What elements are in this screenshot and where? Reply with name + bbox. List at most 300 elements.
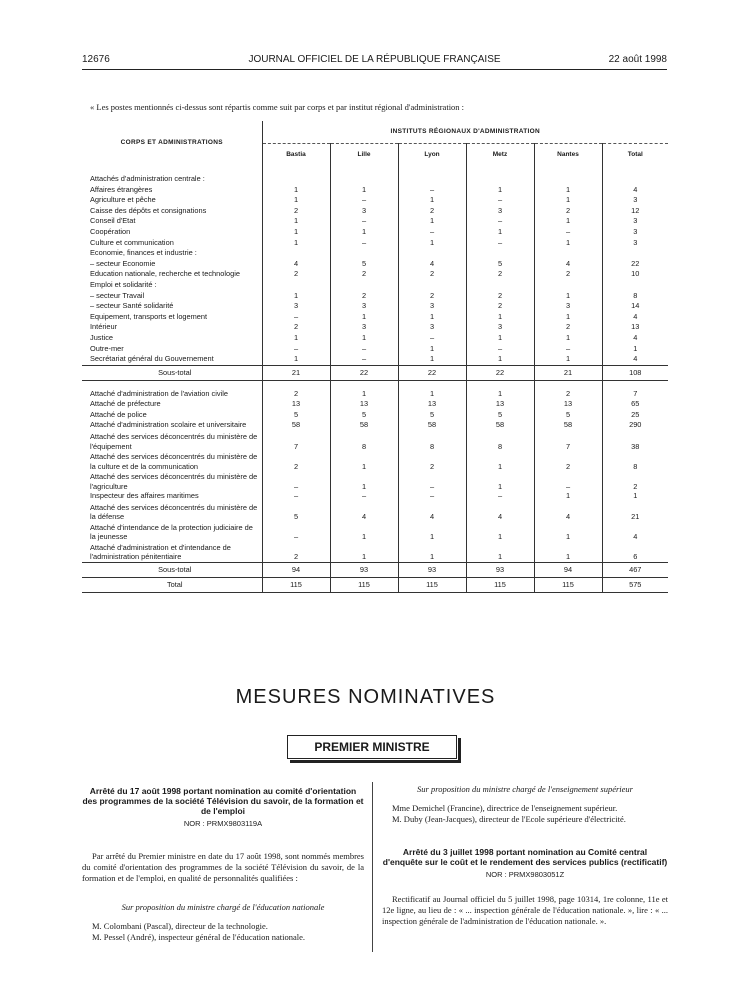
table-row	[82, 471, 668, 491]
cell-value: 1	[330, 471, 398, 491]
cell-value: 2	[262, 451, 330, 471]
table-row	[82, 206, 668, 217]
cell-value	[466, 248, 534, 259]
cell-value: 2	[330, 269, 398, 280]
cell-value	[602, 248, 668, 259]
cell-value	[330, 174, 398, 185]
cell-value: 1	[330, 333, 398, 344]
cell-value	[466, 174, 534, 185]
cell-value: 2	[534, 451, 602, 471]
row-label: – secteur Santé solidarité	[90, 301, 174, 311]
table-row	[82, 166, 668, 174]
table-row	[82, 502, 668, 522]
cell-value: 3	[330, 322, 398, 333]
row-label: Equipement, transports et logement	[90, 311, 208, 321]
row-label: Attaché de police	[90, 409, 147, 419]
cell-value	[398, 380, 466, 389]
cell-value: 21	[262, 365, 330, 380]
cell-value: 1	[466, 333, 534, 344]
table-row	[82, 227, 668, 238]
cell-value: 2	[534, 206, 602, 217]
cell-value: 2	[466, 291, 534, 302]
cell-value: 1	[330, 542, 398, 563]
cell-value: –	[534, 344, 602, 355]
cell-value: 1	[398, 389, 466, 400]
cell-value: 467	[602, 562, 668, 577]
cell-value: 1	[330, 451, 398, 471]
cell-value: 94	[534, 562, 602, 577]
table-row	[82, 410, 668, 421]
cell-value	[602, 174, 668, 185]
row-label: Intérieur	[90, 322, 118, 332]
intro-text: « Les postes mentionnés ci-dessus sont répartis comme suit par corps et par institut régional d'administration :	[90, 102, 465, 112]
cell-value: 4	[534, 502, 602, 522]
cell-value: 1	[398, 354, 466, 365]
row-label: Emploi et solidarité :	[90, 279, 157, 289]
cell-value: –	[262, 471, 330, 491]
row-label: Total	[82, 577, 262, 592]
left-body: Par arrêté du Premier ministre en date du 17 août 1998, sont nommés membres du comité d'orientation des programmes de la société Télévision du savoir, de la formation et de l'emploi, en qualité de personnalités qualifiées :	[82, 851, 364, 883]
table-row	[82, 451, 668, 471]
cell-value: 1	[262, 354, 330, 365]
table-row	[82, 312, 668, 323]
cell-value: 93	[398, 562, 466, 577]
cell-value: 4	[262, 259, 330, 270]
cell-value: 2	[466, 269, 534, 280]
cell-value: 2	[398, 269, 466, 280]
cell-value: –	[534, 227, 602, 238]
cell-value: 3	[398, 322, 466, 333]
cell-value	[466, 166, 534, 174]
cell-value: –	[262, 344, 330, 355]
column-divider	[372, 782, 373, 952]
cell-value: 7	[262, 431, 330, 451]
cell-value: 1	[398, 522, 466, 542]
table-row	[82, 522, 668, 542]
cell-value: 8	[602, 291, 668, 302]
row-label	[82, 380, 262, 389]
cell-value	[262, 166, 330, 174]
cell-value: 1	[534, 185, 602, 196]
cell-value: 5	[262, 502, 330, 522]
cell-value: 1	[398, 195, 466, 206]
cell-value: 58	[398, 420, 466, 431]
cell-value: 7	[602, 389, 668, 400]
cell-value: –	[398, 227, 466, 238]
header-rule	[82, 69, 667, 70]
cell-value: 5	[466, 259, 534, 270]
right-name-1: Mme Demichel (Francine), directrice de l'enseignement supérieur.	[392, 803, 618, 813]
cell-value: 1	[262, 216, 330, 227]
table-row	[82, 174, 668, 185]
cell-value: 10	[602, 269, 668, 280]
cell-value: –	[466, 238, 534, 249]
cell-value: 2	[398, 451, 466, 471]
cell-value	[602, 166, 668, 174]
corps-header: CORPS ET ADMINISTRATIONS	[120, 139, 223, 147]
row-label: Conseil d'Etat	[90, 216, 136, 226]
cell-value	[534, 248, 602, 259]
left-name-1: M. Colombani (Pascal), directeur de la technologie.	[92, 921, 268, 931]
issue-date: 22 août 1998	[608, 54, 667, 65]
row-label: Culture et communication	[90, 237, 174, 247]
column-header: Lyon	[398, 144, 466, 167]
cell-value: –	[534, 471, 602, 491]
cell-value: –	[330, 344, 398, 355]
cell-value	[262, 380, 330, 389]
table-row	[82, 280, 668, 291]
cell-value: 1	[398, 238, 466, 249]
cell-value: –	[330, 216, 398, 227]
cell-value: 1	[534, 238, 602, 249]
cell-value: –	[466, 491, 534, 502]
cell-value: 3	[262, 301, 330, 312]
cell-value: 6	[602, 542, 668, 563]
cell-value	[262, 174, 330, 185]
cell-value: 4	[602, 354, 668, 365]
cell-value: 8	[398, 431, 466, 451]
column-header: Bastia	[262, 144, 330, 167]
cell-value: 2	[262, 206, 330, 217]
cell-value: 4	[398, 259, 466, 270]
cell-value: 4	[602, 522, 668, 542]
cell-value: 1	[534, 216, 602, 227]
table-row	[82, 195, 668, 206]
table-row	[82, 389, 668, 400]
cell-value: 2	[262, 389, 330, 400]
table-row	[82, 291, 668, 302]
cell-value: 5	[330, 259, 398, 270]
row-label: – secteur Economie	[90, 258, 156, 268]
cell-value: 12	[602, 206, 668, 217]
cell-value: 2	[262, 542, 330, 563]
cell-value: 1	[466, 542, 534, 563]
right-nor: NOR : PRMX9803051Z	[485, 870, 565, 879]
table-row	[82, 542, 668, 563]
cell-value: 2	[262, 269, 330, 280]
table-row	[82, 216, 668, 227]
table-row	[82, 185, 668, 196]
right-proposition: Sur proposition du ministre chargé de l'enseignement supérieur	[417, 784, 633, 794]
cell-value: 8	[602, 451, 668, 471]
cell-value: 2	[534, 322, 602, 333]
row-label: Attaché d'administration de l'aviation civile	[90, 388, 228, 398]
cell-value: 115	[330, 577, 398, 592]
cell-value: 21	[534, 365, 602, 380]
row-label: Attaché d'administration scolaire et universitaire	[90, 420, 247, 430]
left-column	[82, 786, 364, 943]
row-label: Attaché des services déconcentrés du ministère de la culture et de la communication	[90, 452, 258, 471]
table-row	[82, 269, 668, 280]
cell-value: 58	[466, 420, 534, 431]
table-row	[82, 431, 668, 451]
cell-value	[534, 174, 602, 185]
cell-value: 21	[602, 502, 668, 522]
cell-value: 4	[398, 502, 466, 522]
cell-value: 1	[534, 312, 602, 323]
cell-value: 1	[330, 185, 398, 196]
cell-value	[330, 248, 398, 259]
cell-value: 65	[602, 399, 668, 410]
cell-value: 13	[330, 399, 398, 410]
cell-value	[602, 280, 668, 291]
left-name-2: M. Pessel (André), inspecteur général de l'éducation nationale.	[92, 932, 306, 942]
cell-value: –	[398, 333, 466, 344]
cell-value: 108	[602, 365, 668, 380]
cell-value: 58	[534, 420, 602, 431]
column-header: Total	[602, 144, 668, 167]
cell-value: 8	[466, 431, 534, 451]
table-row	[82, 380, 668, 389]
cell-value	[534, 280, 602, 291]
cell-value: 3	[466, 206, 534, 217]
row-label: Attaché de préfecture	[90, 399, 161, 409]
cell-value: 1	[330, 522, 398, 542]
cell-value: 2	[534, 389, 602, 400]
cell-value: 1	[534, 354, 602, 365]
row-label	[82, 166, 262, 174]
cell-value: 2	[466, 301, 534, 312]
row-label: Attaché des services déconcentrés du ministère de l'équipement	[90, 432, 258, 451]
cell-value: 115	[466, 577, 534, 592]
cell-value: 5	[262, 410, 330, 421]
cell-value: –	[466, 195, 534, 206]
cell-value	[466, 280, 534, 291]
cell-value: 93	[330, 562, 398, 577]
cell-value: 94	[262, 562, 330, 577]
cell-value: –	[398, 491, 466, 502]
cell-value	[398, 248, 466, 259]
table-row	[82, 420, 668, 431]
cell-value: 3	[602, 238, 668, 249]
cell-value: –	[398, 471, 466, 491]
right-article-title: Arrêté du 3 juillet 1998 portant nomination au Comité central d'enquête sur le coût et le rendement des services publics (rectificatif)	[382, 847, 668, 867]
left-article-title: Arrêté du 17 août 1998 portant nomination au comité d'orientation des programmes de la société Télévision du savoir, de la formation et de l'emploi	[82, 786, 364, 816]
cell-value: 1	[466, 312, 534, 323]
cell-value: 38	[602, 431, 668, 451]
cell-value	[534, 380, 602, 389]
cell-value	[262, 248, 330, 259]
table-row	[82, 491, 668, 502]
cell-value	[398, 174, 466, 185]
row-label: Inspecteur des affaires maritimes	[90, 491, 199, 501]
cell-value	[262, 280, 330, 291]
cell-value: –	[330, 491, 398, 502]
cell-value: 4	[602, 312, 668, 323]
cell-value: 5	[330, 410, 398, 421]
cell-value: 1	[330, 227, 398, 238]
cell-value: 290	[602, 420, 668, 431]
cell-value	[330, 380, 398, 389]
column-header: Metz	[466, 144, 534, 167]
cell-value: 7	[534, 431, 602, 451]
cell-value: –	[330, 238, 398, 249]
cell-value: –	[398, 185, 466, 196]
cell-value: 1	[262, 238, 330, 249]
cell-value: 1	[262, 195, 330, 206]
cell-value	[602, 380, 668, 389]
cell-value: 1	[330, 389, 398, 400]
cell-value: 2	[398, 291, 466, 302]
cell-value: 1	[262, 333, 330, 344]
cell-value: 1	[262, 227, 330, 238]
cell-value: 2	[398, 206, 466, 217]
group-header: INSTITUTS RÉGIONAUX D'ADMINISTRATION	[262, 121, 668, 144]
subtotal-row	[82, 562, 668, 577]
posts-table	[82, 121, 668, 593]
row-label: Agriculture et pêche	[90, 195, 156, 205]
cell-value: 3	[602, 216, 668, 227]
cell-value: –	[330, 354, 398, 365]
cell-value	[398, 166, 466, 174]
cell-value: 1	[534, 291, 602, 302]
cell-value	[534, 166, 602, 174]
cell-value	[398, 280, 466, 291]
cell-value: 1	[398, 542, 466, 563]
row-label: Outre-mer	[90, 343, 124, 353]
cell-value: 2	[534, 269, 602, 280]
cell-value: 58	[330, 420, 398, 431]
cell-value: 22	[466, 365, 534, 380]
cell-value: 93	[466, 562, 534, 577]
row-label: Secrétariat général du Gouvernement	[90, 354, 214, 364]
cell-value: 5	[534, 410, 602, 421]
table-row	[82, 322, 668, 333]
mesures-title: MESURES NOMINATIVES	[235, 686, 496, 708]
cell-value: 3	[398, 301, 466, 312]
cell-value: 1	[602, 491, 668, 502]
row-label: Attachés d'administration centrale :	[90, 174, 205, 183]
cell-value: –	[262, 491, 330, 502]
cell-value: 1	[534, 491, 602, 502]
row-label: Caisse des dépôts et consignations	[90, 205, 207, 215]
row-label: Attaché d'intendance de la protection judiciaire de la jeunesse	[90, 522, 253, 542]
cell-value: 3	[330, 301, 398, 312]
cell-value: 1	[534, 333, 602, 344]
cell-value: –	[262, 522, 330, 542]
right-name-2: M. Duby (Jean-Jacques), directeur de l'Ecole supérieure d'électricité.	[392, 814, 626, 824]
cell-value	[466, 380, 534, 389]
table-row	[82, 238, 668, 249]
cell-value: –	[262, 312, 330, 323]
cell-value: 5	[466, 410, 534, 421]
cell-value: 1	[466, 451, 534, 471]
cell-value: 14	[602, 301, 668, 312]
cell-value: 1	[262, 185, 330, 196]
row-label: Sous-total	[82, 365, 262, 380]
cell-value: 3	[602, 195, 668, 206]
column-header: Lille	[330, 144, 398, 167]
row-label: – secteur Travail	[90, 290, 145, 300]
cell-value: –	[330, 195, 398, 206]
cell-value: 22	[602, 259, 668, 270]
subtotal-row	[82, 365, 668, 380]
cell-value: 1	[466, 354, 534, 365]
table-row	[82, 399, 668, 410]
section-box: PREMIER MINISTRE	[287, 735, 457, 759]
cell-value: 1	[466, 389, 534, 400]
cell-value: 1	[534, 542, 602, 563]
running-header	[82, 54, 667, 70]
row-label: Affaires étrangères	[90, 184, 153, 194]
row-label: Economie, finances et industrie :	[90, 248, 197, 258]
row-label: Attaché des services déconcentrés du ministère de l'agriculture	[90, 472, 258, 491]
row-label: Education nationale, recherche et technologie	[90, 269, 240, 279]
cell-value: 13	[466, 399, 534, 410]
cell-value: 5	[398, 410, 466, 421]
cell-value: 575	[602, 577, 668, 592]
subtotal-row	[82, 577, 668, 592]
cell-value: 4	[466, 502, 534, 522]
cell-value: –	[466, 344, 534, 355]
row-label: Attaché des services déconcentrés du ministère de la défense	[90, 502, 258, 522]
cell-value: 1	[466, 185, 534, 196]
cell-value: 2	[262, 322, 330, 333]
cell-value: 4	[330, 502, 398, 522]
cell-value: 1	[398, 216, 466, 227]
cell-value: 22	[330, 365, 398, 380]
table-row	[82, 344, 668, 355]
table-row	[82, 259, 668, 270]
cell-value: 58	[262, 420, 330, 431]
table-row	[82, 354, 668, 365]
right-body: Rectificatif au Journal officiel du 5 juillet 1998, page 10314, 1re colonne, 11e et 12e ligne, au lieu de : « ... inspection générale de l'éducation nationale. », lire : « ... inspection générale de l'administration de l'éducation nationale. ».	[382, 894, 668, 926]
cell-value: 4	[602, 333, 668, 344]
cell-value: 3	[534, 301, 602, 312]
row-label: Coopération	[90, 226, 131, 236]
cell-value: 8	[330, 431, 398, 451]
cell-value: 115	[262, 577, 330, 592]
cell-value: 13	[602, 322, 668, 333]
cell-value: 115	[398, 577, 466, 592]
row-label: Sous-total	[82, 562, 262, 577]
journal-title: JOURNAL OFFICIEL DE LA RÉPUBLIQUE FRANÇAISE	[248, 54, 501, 65]
cell-value: 2	[602, 471, 668, 491]
cell-value: 4	[602, 185, 668, 196]
column-header: Nantes	[534, 144, 602, 167]
cell-value: 1	[466, 522, 534, 542]
cell-value: 115	[534, 577, 602, 592]
cell-value: 3	[330, 206, 398, 217]
cell-value: 13	[398, 399, 466, 410]
row-label: Justice	[90, 332, 114, 342]
cell-value: 1	[466, 471, 534, 491]
cell-value: 1	[534, 522, 602, 542]
table-row	[82, 301, 668, 312]
cell-value: 13	[262, 399, 330, 410]
table-row	[82, 333, 668, 344]
table-row	[82, 248, 668, 259]
cell-value	[330, 280, 398, 291]
cell-value: 25	[602, 410, 668, 421]
cell-value: 1	[398, 344, 466, 355]
cell-value: 3	[466, 322, 534, 333]
right-column	[382, 784, 668, 927]
cell-value: 2	[330, 291, 398, 302]
cell-value: 1	[602, 344, 668, 355]
cell-value: 3	[602, 227, 668, 238]
cell-value: 1	[398, 312, 466, 323]
cell-value: 22	[398, 365, 466, 380]
page-number: 12676	[82, 54, 110, 65]
cell-value: 4	[534, 259, 602, 270]
cell-value: 1	[262, 291, 330, 302]
cell-value: 1	[534, 195, 602, 206]
left-proposition: Sur proposition du ministre chargé de l'éducation nationale	[121, 902, 325, 912]
cell-value: 1	[466, 227, 534, 238]
cell-value: 1	[330, 312, 398, 323]
cell-value: 13	[534, 399, 602, 410]
